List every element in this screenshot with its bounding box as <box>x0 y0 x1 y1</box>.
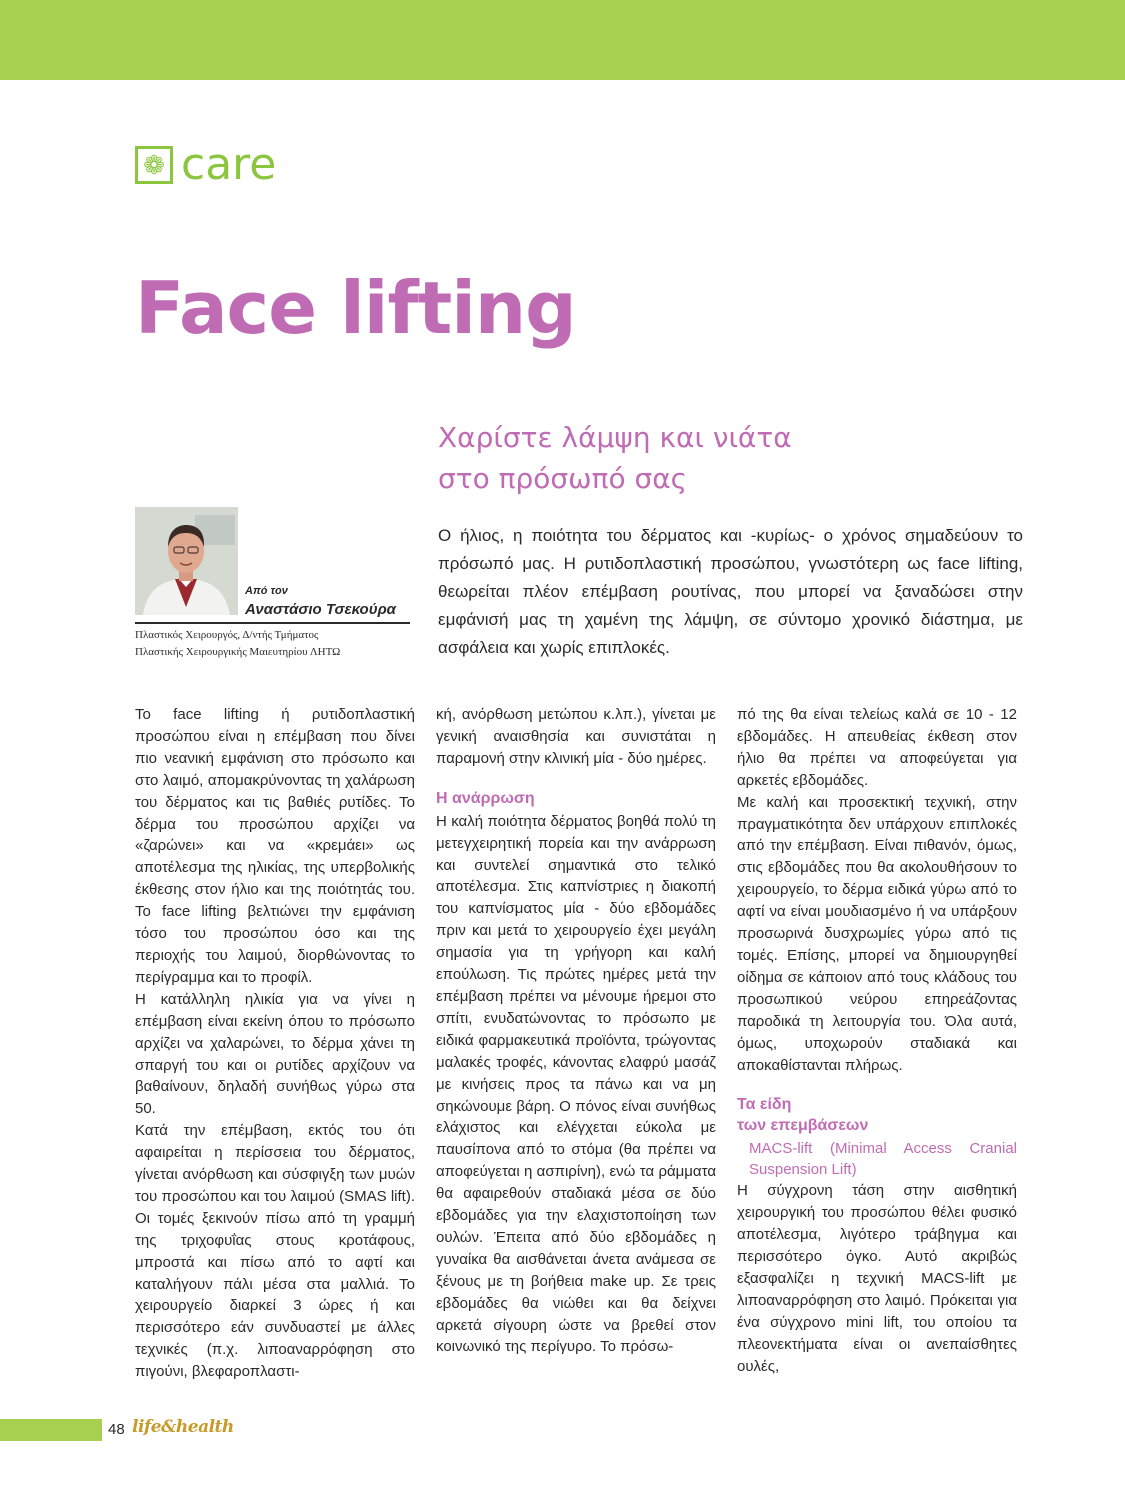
bottom-color-band <box>0 1419 102 1441</box>
page-number: 48 <box>108 1421 125 1438</box>
article-subtitle <box>438 418 958 499</box>
author-role <box>135 627 425 661</box>
body-column-3 <box>737 704 1017 1378</box>
section-tag-box <box>135 146 173 184</box>
author-role-line-1: Πλαστικός Χειρουργός, Δ/ντής Τμήματος <box>135 629 319 641</box>
author-name: Αναστάσιο Τσεκούρα <box>245 601 396 618</box>
author-role-line-2: Πλαστικής Χειρουργικής Μαιευτηρίου ΛΗΤΩ <box>135 646 341 658</box>
body-paragraph: Η κατάλληλη ηλικία για να γίνει η επέμβαση είναι εκείνη όπου το πρόσωπο αρχίζει να χαλαρώνει, το δέρμα χάνει τη σπαργή του και οι ρυτίδες αρχίζουν να βαθαίνουν, δηλαδή συνήθως γύρω στα 50. <box>135 990 415 1118</box>
body-paragraph: Κατά την επέμβαση, εκτός του ότι αφαιρείται η περίσσεια του δέρματος, γίνεται ανόρθωση και σύσφιγξη των μυών του προσώπου και του λαιμού (SMAS lift). Οι τομές ξεκινούν πίσω από τη γραμμή της τριχοφυΐας στους κροτάφους, μπροστά και πίσω από το αφτί και καταλήγουν πάλι μέσα στα μαλλιά. Το χειρουργείο διαρκεί 3 ώρες ή και περισσότερο εάν συνδυαστεί με άλλες τεχνικές (π.χ. λιποαναρρόφηση στο πιγούνι, βλεφαροπλαστι- <box>135 1122 415 1381</box>
heading-line-2: των επεμβάσεων <box>737 1117 869 1135</box>
body-column-2 <box>436 704 716 1358</box>
body-paragraph: Η καλή ποιότητα δέρματος βοηθά πολύ τη μετεγχειρητική πορεία και την ανάρρωση και συντελεί σημαντικά στο τελικό αποτέλεσμα. Στις καπνίστριες η διακοπή του καπνίσματος μία - δύο εβδομάδες πριν και μετά το χειρουργείο έχει μεγάλη σημασία για τη γρήγορη και καλή επούλωση. Τις πρώτες ημέρες μετά την επέμβαση πρέπει να μένουμε ήρεμοι στο σπίτι, ενυδατώνοντας το πρόσωπο με ειδικά φαρμακευτικά προϊόντα, τρώγοντας μαλακές τροφές, κάνοντας ελαφρύ μασάζ με κινήσεις προς τα πάνω και να μη σηκώνουμε βάρη. Ο πόνος είναι συνήθως ελάχιστος και ελέγχεται εύκολα με παυσίπονα από το στόμα (θα πρέπει να αποφεύγεται η ασπιρίνη), ενώ τα ράμματα θα αφαιρεθούν σταδιακά μέσα σε δύο εβδομάδες για την ελαχιστοποίηση των ουλών. Έπειτα από δύο εβδομάδες η γυναίκα θα αισθάνεται άνετα ανάμεσα σε ξένους με τη βοήθεια make up. Σε τρεις εβδομάδες θα νιώθει και θα δείχνει αρκετά σίγουρη ώστε να βρεθεί στον κοινωνικό της περίγυρο. Το πρόσω- <box>436 812 716 1356</box>
article-lead: Ο ήλιος, η ποιότητα του δέρματος και -κυρίως- ο χρόνος σημαδεύουν το πρόσωπό μας. Η ρυτιδοπλαστική προσώπου, γνωστότερη ως face lifting, θεωρείται πλέον επέμβαση ρουτίνας, που μπορεί να ξαναδώσει στην εμφάνισή μας τη χαμένη της λάμψη, σε σύντομο χρονικό διάστημα, με ασφάλεια και χωρίς επιπλοκές. <box>438 526 1023 657</box>
magazine-logo: life&health <box>132 1417 234 1437</box>
body-paragraph: πό της θα είναι τελείως καλά σε 10 - 12 εβδομάδες. Η απευθείας έκθεση στον ήλιο θα πρέπει να αποφεύγεται για αρκετές εβδομάδες. <box>737 706 1017 789</box>
subtitle-line-2: στο πρόσωπό σας <box>438 461 688 495</box>
author-photo <box>135 507 238 615</box>
section-heading-procedure-types <box>737 1094 1017 1136</box>
top-color-band <box>0 0 1125 80</box>
section-label: care <box>181 139 277 190</box>
subheading-macs-lift: MACS-lift (Minimal Access Cranial Suspension Lift) <box>749 1140 1017 1179</box>
section-heading-recovery: Η ανάρρωση <box>436 789 535 807</box>
author-divider <box>135 622 410 624</box>
body-paragraph: Η σύγχρονη τάση στην αισθητική χειρουργική του προσώπου θέλει φυσικό αποτέλεσμα, λιγότερο τράβηγμα και περισσότερο όγκο. Αυτό ακριβώς εξασφαλίζει η τεχνική MACS-lift με λιποαναρρόφηση στο λαιμό. Πρόκειται για ένα σύγχρονο mini lift, του οποίου τα πλεονεκτήματα είναι οι ανεπαίσθητες ουλές, <box>737 1182 1017 1375</box>
article-title: Face lifting <box>135 266 576 350</box>
section-tag <box>135 139 277 190</box>
body-paragraph: Το face lifting ή ρυτιδοπλαστική προσώπου είναι η επέμβαση που δίνει πιο νεανική εμφάνιση στο πρόσωπο και στο λαιμό, απομακρύνοντας τη χαλάρωση του δέρματος και τις βαθιές ρυτίδες. Το δέρμα του προσώπου αρχίζει να «ζαρώνει» και να «κρεμάει» ως αποτέλεσμα της ηλικίας, της υπερβολικής έκθεσης στον ήλιο και της ποιότητάς του. Το face lifting βελτιώνει την εμφάνιση τόσο του προσώπου όσο και της περιοχής του λαιμού, διορθώνοντας το περίγραμμα και το προφίλ. <box>135 706 415 986</box>
body-paragraph: κή, ανόρθωση μετώπου κ.λπ.), γίνεται με γενική αναισθησία και συνιστάται η παραμονή στην κλινική μία - δύο ημέρες. <box>436 706 716 767</box>
body-column-1 <box>135 704 415 1383</box>
heading-line-1: Τα είδη <box>737 1096 792 1114</box>
body-paragraph: Με καλή και προσεκτική τεχνική, στην πραγματικότητα δεν υπάρχουν επιπλοκές από την επέμβαση. Είναι πιθανόν, όμως, στις εβδομάδες που θα ακολουθήσουν το χειρουργείο, το δέρμα ειδικά γύρω από το αφτί να είναι μουδιασμένο ή να υπάρξουν προσωρινά δυσχρωμίες γύρω από τις τομές. Επίσης, μπορεί να δημιουργηθεί οίδημα σε κάποιον από τους κλάδους του προσωπικού νεύρου επηρεάζοντας παροδικά τη λειτουργία του. Όλα αυτά, όμως, υποχωρούν σταδιακά και αποκαθίστανται πλήρως. <box>737 793 1017 1074</box>
author-by-label: Από τον <box>245 585 288 597</box>
flower-icon: ❁ <box>143 150 165 180</box>
subtitle-line-1: Χαρίστε λάμψη και νιάτα <box>438 421 792 454</box>
author-portrait-illustration <box>135 507 238 615</box>
